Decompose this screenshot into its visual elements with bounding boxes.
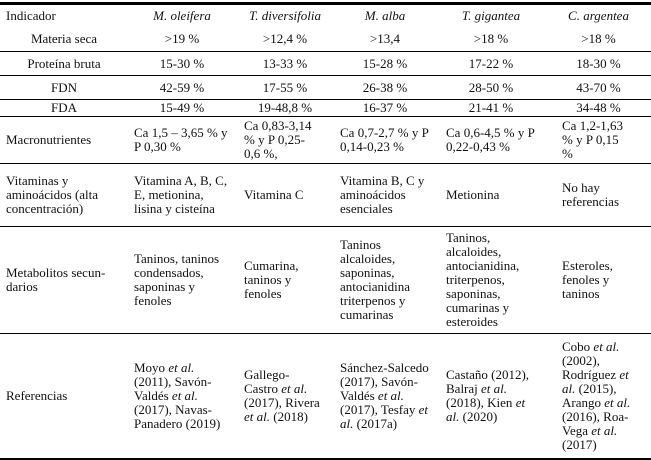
- cell: Taninos, taninos condensados, saponinas y fenoles: [134, 251, 220, 308]
- cell: Gallego-Castro et al. (2017), Rivera et al. (2018): [244, 367, 320, 424]
- row-label: Proteína bruta: [27, 55, 101, 71]
- row-label: Macronutrientes: [6, 132, 92, 147]
- cell: Ca 1,5 – 3,65 % y P 0,30 %: [134, 125, 228, 154]
- cell: Castaño (2012), Balraj et al. (2018), Kien et al. (2020): [446, 367, 530, 424]
- row-label: Referencias: [6, 388, 68, 403]
- cell: 15-28 %: [362, 55, 408, 71]
- cell: 17-55 %: [262, 79, 308, 95]
- row-label: Metabolitos secun-darios: [6, 265, 106, 294]
- cell: 19-48,8 %: [257, 100, 313, 115]
- cell: >12,4 %: [262, 31, 308, 47]
- cell: Ca 0,83-3,14 % y P 0,25-0,6 %,: [244, 118, 312, 161]
- row-metabolitos-secundarios: [0, 227, 651, 334]
- row-label: FDA: [50, 100, 77, 115]
- column-header-t-gigantea: T. gigantea: [461, 8, 521, 24]
- indicator-comparison-table: [0, 2, 651, 460]
- cell: 13-33 %: [262, 55, 308, 71]
- row-label: Materia seca: [30, 31, 98, 47]
- cell: 43-70 %: [576, 79, 621, 95]
- column-header-t-diversifolia: T. diversifolia: [249, 8, 321, 24]
- cell: 26-38 %: [362, 79, 408, 95]
- cell: Taninos alcaloides, saponinas, antocianidina triterpenos y cumarinas: [340, 237, 411, 322]
- column-header-m-oleifera: M. oleifera: [153, 8, 211, 24]
- column-header-m-alba: M. alba: [364, 8, 406, 24]
- row-label: FDN: [50, 79, 77, 95]
- cell: >19 %: [164, 31, 200, 47]
- cell: 42-59 %: [159, 79, 205, 95]
- cell: Cobo et al. (2002), Rodríguez et al. (2015), Arango et al. (2016), Roa-Vega et al. (2017): [562, 339, 631, 452]
- header-row: [0, 4, 651, 28]
- cell: Ca 1,2-1,63 % y P 0,15 %: [562, 118, 624, 161]
- column-header-indicador: Indicador: [6, 8, 56, 24]
- row-fda: [0, 100, 651, 117]
- column-header-c-argentea: C. argentea: [568, 8, 629, 24]
- cell: Vitamina A, B, C, E, metionina, lisina y cisteína: [134, 173, 228, 216]
- row-materia-seca: [0, 28, 651, 52]
- cell: >18 %: [473, 31, 509, 47]
- row-macronutrientes: [0, 117, 651, 164]
- cell: Ca 0,6-4,5 % y P 0,22-0,43 %: [446, 125, 535, 154]
- row-fdn: [0, 76, 651, 100]
- cell: >18 %: [581, 31, 616, 47]
- cell: 34-48 %: [576, 100, 621, 115]
- cell: 15-49 %: [159, 100, 205, 115]
- cell: Metionina: [446, 187, 500, 202]
- row-vitaminas-aminoacidos: [0, 164, 651, 227]
- cell: 15-30 %: [159, 55, 205, 71]
- row-referencias: [0, 334, 651, 460]
- cell: No hay referencias: [562, 180, 620, 209]
- cell: Sánchez-Salcedo (2017), Savón-Valdés et al. (2017), Tesfay et al. (2017a): [340, 360, 429, 431]
- cell: Vitamina C: [244, 187, 304, 202]
- cell: Cumarina, taninos y fenoles: [244, 258, 299, 301]
- cell: Vitamina B, C y aminoácidos esenciales: [340, 173, 425, 216]
- cell: 16-37 %: [362, 100, 408, 115]
- cell: 17-22 %: [468, 55, 514, 71]
- cell: Esteroles, fenoles y taninos: [562, 258, 613, 301]
- cell: Ca 0,7-2,7 % y P 0,14-0,23 %: [340, 125, 429, 154]
- cell: >13,4: [369, 31, 401, 47]
- row-label: Vitaminas y aminoácidos (alta concentración): [6, 173, 99, 216]
- row-proteina-bruta: [0, 52, 651, 76]
- cell: 21-41 %: [468, 100, 514, 115]
- cell: Moyo et al. (2011), Savón-Valdés et al. (2017), Navas-Panadero (2019): [134, 360, 221, 431]
- cell: Taninos, alcaloides, antocianidina, triterpenos, saponinas, cumarinas y esteroides: [446, 230, 520, 329]
- cell: 28-50 %: [468, 79, 514, 95]
- cell: 18-30 %: [576, 55, 621, 71]
